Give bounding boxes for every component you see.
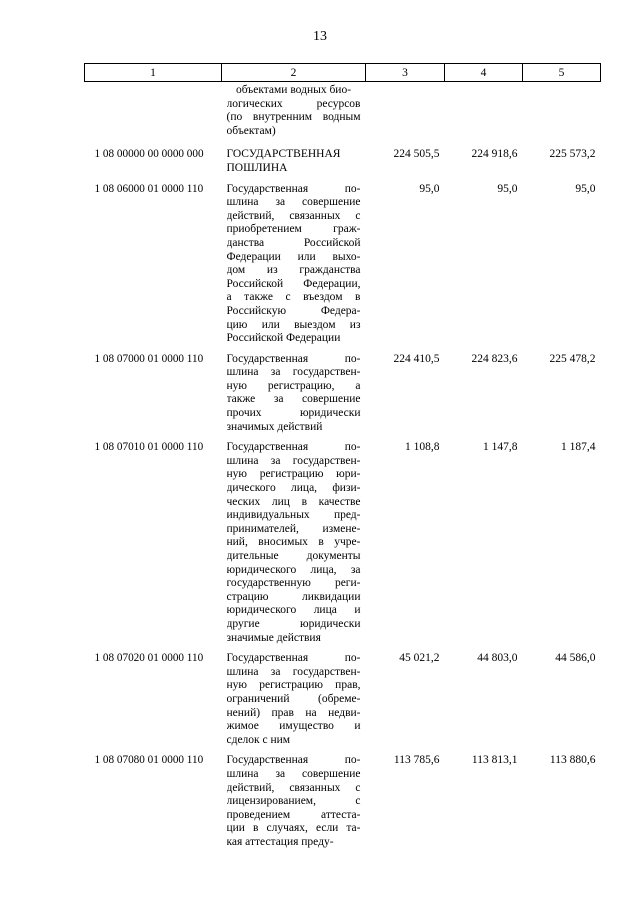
revenue-name <box>222 346 366 435</box>
table-row <box>85 82 601 142</box>
revenue-name-line: ную регистрацию, а <box>226 379 361 392</box>
amount-year-2: 113 813,1 <box>471 754 518 767</box>
amount-year-3: 113 880,6 <box>549 754 596 767</box>
amount-year-1 <box>366 82 445 142</box>
revenue-name-line: нений) прав на недви- <box>226 706 361 719</box>
revenue-name-line: ГОСУДАРСТВЕННАЯ <box>226 148 341 161</box>
revenue-name-line: дом из гражданства <box>226 264 361 277</box>
table-row <box>85 346 601 435</box>
revenue-name-line: кая аттестация преду- <box>226 835 334 848</box>
amount-year-3: 225 573,2 <box>549 148 596 161</box>
amount-year-3 <box>523 82 601 142</box>
revenue-name-line: значимых действий <box>226 420 323 433</box>
revenue-name <box>222 176 366 346</box>
column-header-3: 3 <box>366 64 445 82</box>
revenue-name-line: прочих юридически <box>226 407 361 420</box>
revenue-name <box>222 434 366 645</box>
budget-code: 1 08 07000 01 0000 110 <box>94 352 204 365</box>
revenue-name-line: действий, связанных с <box>226 781 361 794</box>
revenue-name-line: шлина за совершение <box>226 767 361 780</box>
revenue-name-line: юридического лица, за <box>226 563 361 576</box>
revenue-name-line: Государственная по- <box>226 441 361 454</box>
column-header-4: 4 <box>445 64 523 82</box>
revenue-name-line: Федерации или выхо- <box>226 250 361 263</box>
revenue-name-line: шлина за государствен- <box>226 366 361 379</box>
table-row <box>85 141 601 175</box>
revenue-name-line: сделок с ним <box>226 733 291 746</box>
revenue-name-line: ний, вносимых в учре- <box>226 536 361 549</box>
budget-code: 1 08 06000 01 0000 110 <box>94 182 204 195</box>
amount-year-2 <box>445 82 523 142</box>
budget-table <box>84 63 601 849</box>
column-header-1: 1 <box>85 64 222 82</box>
revenue-name-line: государственную реги- <box>226 577 361 590</box>
column-header-5: 5 <box>523 64 601 82</box>
revenue-name-line: лицензированием, с <box>226 795 361 808</box>
revenue-name <box>222 747 366 849</box>
amount-year-2: 95,0 <box>497 182 518 195</box>
budget-code: 1 08 07020 01 0000 110 <box>94 652 204 665</box>
revenue-name-line: приобретением граж- <box>226 223 361 236</box>
revenue-name-line: Государственная по- <box>226 352 361 365</box>
amount-year-2: 224 823,6 <box>471 352 518 365</box>
revenue-name-line: логических ресурсов <box>226 97 361 110</box>
revenue-name-line: юридического лица и <box>226 604 361 617</box>
revenue-name-line: жимое имущество и <box>226 720 361 733</box>
table-body <box>85 82 601 850</box>
revenue-name-line: дительные документы <box>226 550 361 562</box>
revenue-name-line: проведением аттеста- <box>226 808 361 821</box>
amount-year-3: 1 187,4 <box>561 441 596 454</box>
revenue-name-line: шлина за государствен- <box>226 665 361 678</box>
revenue-name-line: объектам) <box>226 124 276 137</box>
revenue-name-line: принимателей, измене- <box>226 522 361 535</box>
amount-year-3: 225 478,2 <box>549 352 596 365</box>
revenue-name-line: страцию ликвидации <box>226 590 361 603</box>
revenue-name-line: ПОШЛИНА <box>226 161 288 174</box>
revenue-name <box>222 141 366 175</box>
revenue-name-line: а также с въездом в <box>226 291 361 304</box>
amount-year-1: 45 021,2 <box>399 652 440 665</box>
amount-year-1: 95,0 <box>419 182 440 195</box>
revenue-name-line: ческих лиц в качестве <box>226 495 361 508</box>
amount-year-3: 44 586,0 <box>555 652 596 665</box>
revenue-name-line: данства Российской <box>226 236 361 249</box>
revenue-name-line: цию или выездом из <box>226 318 361 331</box>
revenue-name <box>222 645 366 747</box>
budget-code: 1 08 00000 00 0000 000 <box>94 148 204 161</box>
budget-code: 1 08 07010 01 0000 110 <box>94 441 204 454</box>
page-number: 13 <box>313 29 327 44</box>
revenue-name-line: Российской Федерации <box>226 332 341 345</box>
revenue-name-line: ции в случаях, если та- <box>226 822 361 835</box>
amount-year-1: 1 108,8 <box>405 441 440 454</box>
revenue-name-line: (по внутренним водным <box>226 111 361 124</box>
table-row <box>85 747 601 849</box>
amount-year-2: 224 918,6 <box>471 148 518 161</box>
column-header-2: 2 <box>222 64 366 82</box>
revenue-name-line: действий, связанных с <box>226 209 361 222</box>
revenue-name-line: Российской Федерации, <box>226 277 361 290</box>
table-row <box>85 176 601 346</box>
revenue-name-line: ную регистрацию прав, <box>226 679 361 692</box>
revenue-name-line: значимые действия <box>226 631 321 644</box>
amount-year-2: 44 803,0 <box>477 652 518 665</box>
amount-year-1: 224 505,5 <box>393 148 440 161</box>
table-row <box>85 434 601 645</box>
revenue-name-line: Российскую Федера- <box>226 304 361 317</box>
amount-year-1: 224 410,5 <box>393 352 440 365</box>
revenue-name <box>222 82 366 142</box>
revenue-name-line: дического лица, физи- <box>226 482 361 495</box>
amount-year-3: 95,0 <box>575 182 596 195</box>
amount-year-1: 113 785,6 <box>393 754 440 767</box>
revenue-name-line: ную регистрацию юри- <box>226 468 361 481</box>
header-row <box>85 64 601 82</box>
revenue-name-line: объектами водных био- <box>235 84 352 96</box>
revenue-name-line: шлина за совершение <box>226 196 361 209</box>
revenue-name-line: Государственная по- <box>226 754 361 767</box>
revenue-name-line: Государственная по- <box>226 182 361 195</box>
budget-code: 1 08 07080 01 0000 110 <box>94 754 204 767</box>
revenue-name-line: также за совершение <box>226 393 361 406</box>
revenue-name-line: Государственная по- <box>226 652 361 665</box>
revenue-name-line: индивидуальных пред- <box>226 509 361 522</box>
revenue-name-line: другие юридически <box>226 617 361 630</box>
revenue-name-line: шлина за государствен- <box>226 454 361 467</box>
revenue-name-line: ограничений (обреме- <box>226 692 361 705</box>
amount-year-2: 1 147,8 <box>483 441 518 454</box>
budget-code <box>85 82 222 142</box>
table-row <box>85 645 601 747</box>
